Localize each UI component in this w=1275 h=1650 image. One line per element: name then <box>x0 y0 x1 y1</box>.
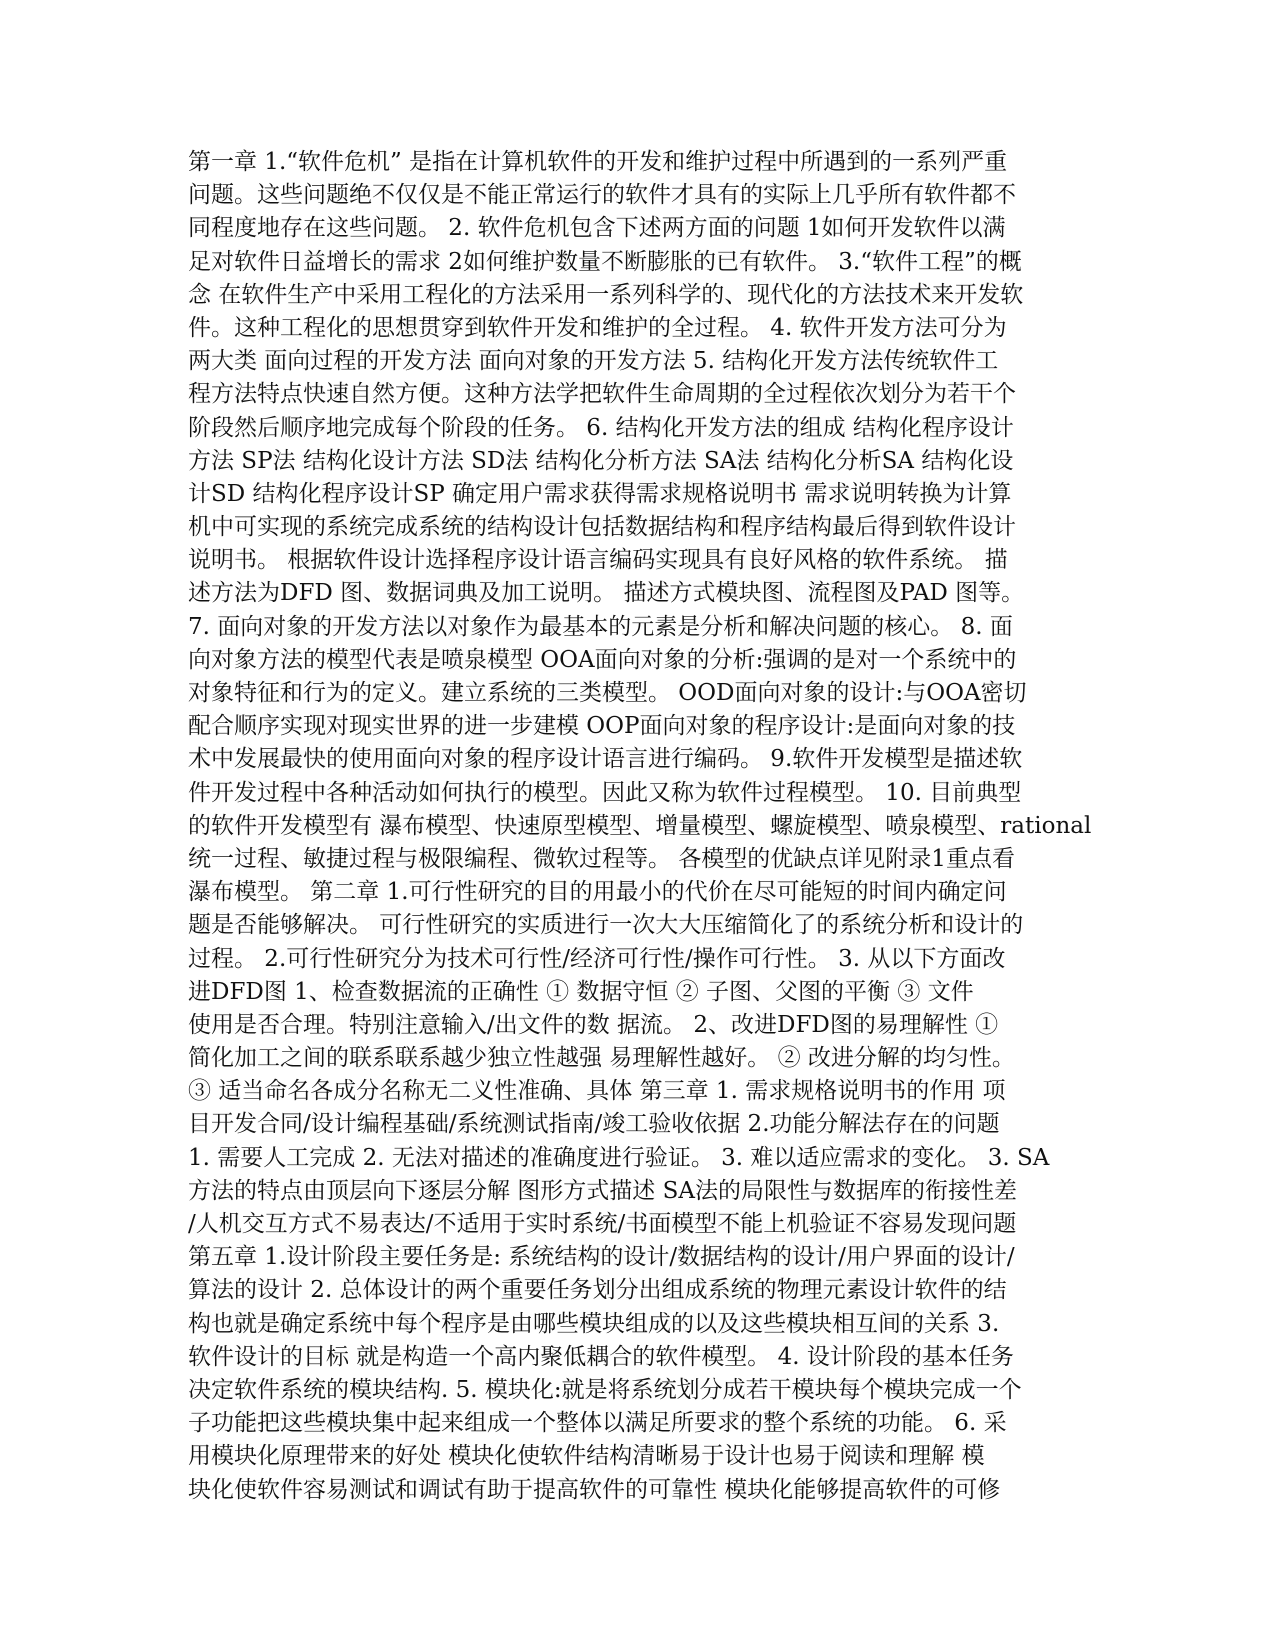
text-line: 阶段然后顺序地完成每个阶段的任务。 6. 结构化开发方法的组成 结构化程序设计 <box>188 414 1014 441</box>
text-line: 对象特征和行为的定义。建立系统的三类模型。 OOD面向对象的设计:与OOA密切 <box>188 680 1027 706</box>
text-line: 件开发过程中各种活动如何执行的模型。因此又称为软件过程模型。 10. 目前典型 <box>188 779 1022 806</box>
text-line: 的软件开发模型有 瀑布模型、快速原型模型、增量模型、螺旋模型、喷泉模型、rational <box>188 812 1092 839</box>
text-line: 念 在软件生产中采用工程化的方法采用一系列科学的、现代化的方法技术来开发软 <box>188 281 1024 308</box>
text-line: 术中发展最快的使用面向对象的程序设计语言进行编码。 9.软件开发模型是描述软 <box>188 746 1023 773</box>
text-line: 软件设计的目标 就是构造一个高内聚低耦合的软件模型。 4. 设计阶段的基本任务 <box>188 1343 1014 1370</box>
text-line: 计SD 结构化程序设计SP 确定用户需求获得需求规格说明书 需求说明转换为计算 <box>188 480 1012 507</box>
text-line: 配合顺序实现对现实世界的进一步建模 OOP面向对象的程序设计:是面向对象的技 <box>188 713 1016 740</box>
text-line: 机中可实现的系统完成系统的结构设计包括数据结构和程序结构最后得到软件设计 <box>188 514 1016 541</box>
text-line: /人机交互方式不易表达/不适用于实时系统/书面模型不能上机验证不容易发现问题 <box>188 1211 1017 1237</box>
text-line: 述方法为DFD 图、数据词典及加工说明。 描述方式模块图、流程图及PAD 图等。 <box>188 580 1025 607</box>
text-line: 问题。这些问题绝不仅仅是不能正常运行的软件才具有的实际上几乎所有软件都不 <box>188 182 1016 209</box>
text-line: 子功能把这些模块集中起来组成一个整体以满足所要求的整个系统的功能。 6. 采 <box>188 1410 1007 1437</box>
text-line: 算法的设计 2. 总体设计的两个重要任务划分出组成系统的物理元素设计软件的结 <box>188 1277 1007 1304</box>
text-line: 件。这种工程化的思想贯穿到软件开发和维护的全过程。 4. 软件开发方法可分为 <box>188 314 1007 341</box>
text-line: 块化使软件容易测试和调试有助于提高软件的可靠性 模块化能够提高软件的可修 <box>188 1476 1001 1503</box>
text-line: 第五章 1.设计阶段主要任务是: 系统结构的设计/数据结构的设计/用户界面的设计/ <box>188 1244 1015 1271</box>
text-line: 说明书。 根据软件设计选择程序设计语言编码实现具有良好风格的软件系统。 描 <box>188 547 1008 574</box>
text-line: 用模块化原理带来的好处 模块化使软件结构清晰易于设计也易于阅读和理解 模 <box>188 1443 985 1470</box>
text-line: 构也就是确定系统中每个程序是由哪些模块组成的以及这些模块相互间的关系 3. <box>188 1310 1000 1337</box>
text-line: 题是否能够解决。 可行性研究的实质进行一次大大压缩简化了的系统分析和设计的 <box>188 912 1024 939</box>
text-line: 同程度地存在这些问题。 2. 软件危机包含下述两方面的问题 1如何开发软件以满 <box>188 215 1006 242</box>
text-line: ③ 适当命名各成分名称无二义性准确、具体 第三章 1. 需求规格说明书的作用 项 <box>188 1078 1006 1105</box>
text-line: 瀑布模型。 第二章 1.可行性研究的目的用最小的代价在尽可能短的时间内确定问 <box>188 879 1007 906</box>
text-line: 过程。 2.可行性研究分为技术可行性/经济可行性/操作可行性。 3. 从以下方面改 <box>188 945 1006 972</box>
text-line: 第一章 1.“软件危机” 是指在计算机软件的开发和维护过程中所遇到的一系列严重 <box>188 149 1008 175</box>
text-line: 简化加工之间的联系联系越少独立性越强 易理解性越好。 ② 改进分解的均匀性。 <box>188 1045 1015 1072</box>
text-line: 目开发合同/设计编程基础/系统测试指南/竣工验收依据 2.功能分解法存在的问题 <box>188 1111 1000 1138</box>
text-line: 7. 面向对象的开发方法以对象作为最基本的元素是分析和解决问题的核心。 8. 面 <box>188 613 1013 640</box>
text-line: 方法 SP法 结构化设计方法 SD法 结构化分析方法 SA法 结构化分析SA 结构化设 <box>188 447 1014 474</box>
text-line: 向对象方法的模型代表是喷泉模型 OOA面向对象的分析:强调的是对一个系统中的 <box>188 646 1017 673</box>
text-line: 决定软件系统的模块结构. 5. 模块化:就是将系统划分成若干模块每个模块完成一个 <box>188 1376 1022 1403</box>
text-line: 进DFD图 1、检查数据流的正确性 ① 数据守恒 ② 子图、父图的平衡 ③ 文件 <box>188 978 974 1005</box>
text-line: 方法的特点由顶层向下逐层分解 图形方式描述 SA法的局限性与数据库的衔接性差 <box>188 1177 1017 1204</box>
text-line: 足对软件日益增长的需求 2如何维护数量不断膨胀的已有软件。 3.“软件工程”的概 <box>188 248 1022 275</box>
text-line: 1. 需要人工完成 2. 无法对描述的准确度进行验证。 3. 难以适应需求的变化。 3. SA <box>188 1144 1050 1171</box>
text-line: 两大类 面向过程的开发方法 面向对象的开发方法 5. 结构化开发方法传统软件工 <box>188 348 999 375</box>
text-line: 使用是否合理。特别注意输入/出文件的数 据流。 2、改进DFD图的易理解性 ① <box>188 1011 999 1038</box>
text-line: 统一过程、敏捷过程与极限编程、微软过程等。 各模型的优缺点详见附录1重点看 <box>188 845 1015 872</box>
body-text <box>188 146 1108 1507</box>
text-line: 程方法特点快速自然方便。这种方法学把软件生命周期的全过程依次划分为若干个 <box>188 381 1016 408</box>
